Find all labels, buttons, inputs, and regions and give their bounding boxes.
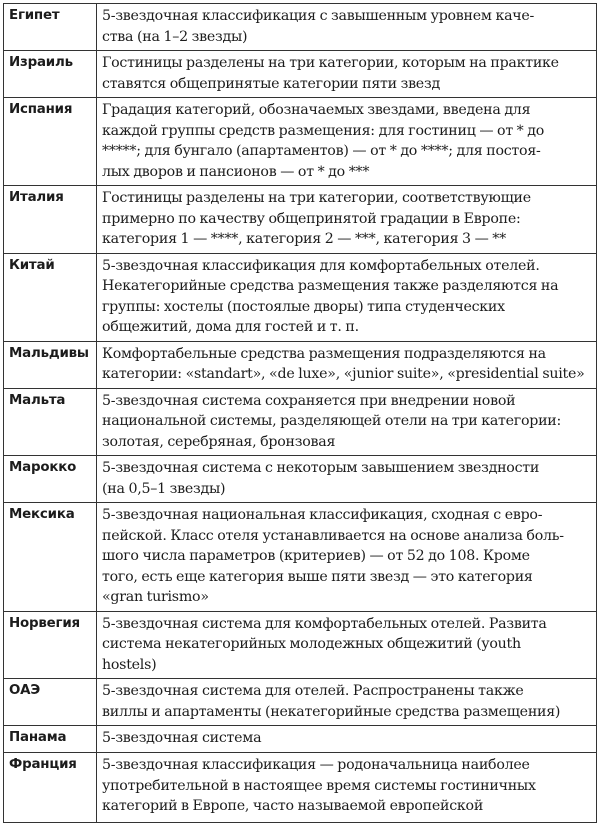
- description-line: общежитий, дома для гостей и т. п.: [102, 319, 359, 335]
- description-line: виллы и апартаменты (некатегорийные средства размещения): [102, 703, 561, 720]
- table-row: [4, 253, 597, 341]
- description-line: примерно по качеству общепринятой градации в Европе:: [102, 210, 521, 227]
- description-line: категории: «standart», «de luxe», «junior suite», «presidential suite»: [102, 366, 585, 382]
- description-cell: [97, 753, 597, 823]
- description-line: hostels): [102, 656, 157, 673]
- description-line: 5-звездочная система с некоторым завышением звездности: [102, 460, 540, 476]
- description-line: категория 1 — ****, категория 2 — ***, категория 3 — **: [102, 231, 506, 247]
- table-row: [4, 456, 597, 503]
- table-row: [4, 186, 597, 254]
- country-cell: Египет: [4, 4, 97, 51]
- description-cell: [97, 51, 597, 98]
- description-line: того, есть еще категория выше пяти звезд — это категория: [102, 568, 533, 585]
- country-cell: Израиль: [4, 51, 97, 98]
- description-line: 5-звездочная классификация для комфортабельных отелей.: [102, 257, 540, 274]
- description-line: 5-звездочная классификация — родоначальница наиболее: [102, 757, 530, 773]
- description-cell: [97, 611, 597, 679]
- table-body: [4, 4, 597, 823]
- description-line: шого числа параметров (критериев) — от 52 до 108. Кроме: [102, 548, 530, 564]
- description-cell: [97, 456, 597, 503]
- description-cell: [97, 4, 597, 51]
- description-cell: [97, 253, 597, 341]
- description-line: «gran turismo»: [102, 589, 209, 605]
- description-line: 5-звездочная национальная классификация, сходная с евро-: [102, 507, 543, 523]
- description-cell: [97, 388, 597, 456]
- description-line: система некатегорийных молодежных общежитий (youth: [102, 636, 521, 652]
- description-line: Градация категорий, обозначаемых звездами, введена для: [102, 102, 531, 118]
- country-cell: Испания: [4, 98, 97, 186]
- table-row: [4, 679, 597, 726]
- description-line: группы: хостелы (постоялые дворы) типа студенческих: [102, 298, 505, 315]
- description-line: ставятся общепринятые категории пяти звезд: [102, 75, 440, 92]
- description-line: 5-звездочная система сохраняется при внедрении новой: [102, 392, 516, 409]
- description-line: 5-звездочная система: [102, 730, 262, 746]
- country-cell: ОАЭ: [4, 679, 97, 726]
- description-line: 5-звездочная классификация с завышенным уровнем каче-: [102, 8, 535, 24]
- country-cell: Италия: [4, 186, 97, 254]
- table-row: [4, 51, 597, 98]
- description-line: национальной системы, разделяющей отели на три категории:: [102, 413, 562, 429]
- description-line: Некатегорийные средства размещения также разделяются на: [102, 278, 559, 294]
- country-cell: Франция: [4, 753, 97, 823]
- table-row: [4, 611, 597, 679]
- description-line: золотая, серебряная, бронзовая: [102, 433, 336, 450]
- table-row: [4, 388, 597, 456]
- table-row: [4, 753, 597, 823]
- table-row: [4, 4, 597, 51]
- description-line: Комфортабельные средства размещения подразделяются на: [102, 345, 546, 362]
- country-cell: Марокко: [4, 456, 97, 503]
- description-line: лых дворов и пансионов — от * до ***: [102, 163, 370, 180]
- description-line: *****; для бунгало (апартаментов) — от * до ****; для постоя-: [102, 143, 541, 159]
- country-cell: Норвегия: [4, 611, 97, 679]
- description-cell: [97, 503, 597, 612]
- table-row: [4, 503, 597, 612]
- country-cell: Мальта: [4, 388, 97, 456]
- description-cell: [97, 726, 597, 753]
- description-line: пейской. Класс отеля устанавливается на основе анализа боль-: [102, 527, 564, 544]
- table-row: [4, 341, 597, 388]
- description-line: ства (на 1–2 звезды): [102, 28, 248, 45]
- country-cell: Панама: [4, 726, 97, 753]
- description-line: употребительной в настоящее время системы гостиничных: [102, 777, 536, 794]
- description-line: Гостиницы разделены на три категории, которым на практике: [102, 55, 559, 71]
- country-cell: Китай: [4, 253, 97, 341]
- description-line: категорий в Европе, часто называемой европейской: [102, 798, 484, 814]
- description-cell: [97, 98, 597, 186]
- description-line: 5-звездочная система для отелей. Распространены также: [102, 683, 524, 699]
- table-row: [4, 726, 597, 753]
- description-line: каждой группы средств размещения: для гостиниц — от * до: [102, 122, 545, 139]
- hotel-classification-table: [3, 3, 597, 823]
- description-line: (на 0,5–1 звезды): [102, 480, 226, 497]
- description-line: Гостиницы разделены на три категории, соответствующие: [102, 190, 531, 206]
- country-cell: Мальдивы: [4, 341, 97, 388]
- description-cell: [97, 341, 597, 388]
- country-cell: Мексика: [4, 503, 97, 612]
- description-cell: [97, 186, 597, 254]
- table-row: [4, 98, 597, 186]
- description-line: 5-звездочная система для комфортабельных отелей. Развита: [102, 615, 547, 632]
- classification-table-container: [3, 3, 597, 823]
- description-cell: [97, 679, 597, 726]
